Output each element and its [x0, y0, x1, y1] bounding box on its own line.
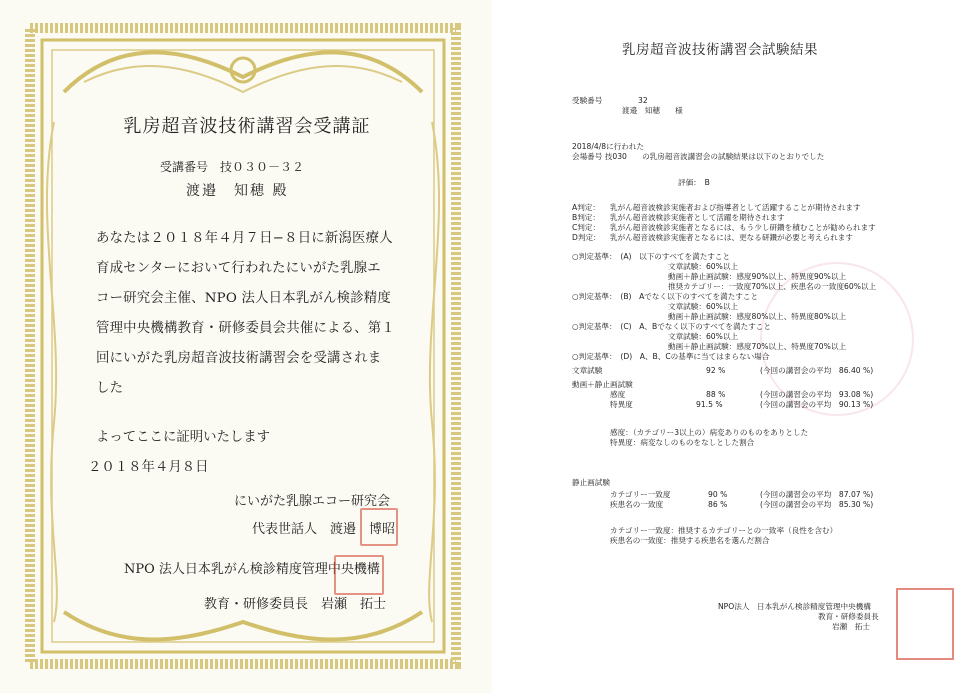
issuer-person: 岩瀬 拓士 [832, 622, 870, 631]
results-title: 乳房超音波技術講習会試験結果 [622, 42, 818, 58]
criteria-line: ○判定基準： (A) 以下のすべてを満たすこと [572, 252, 731, 261]
seal-stamp [360, 508, 398, 546]
specificity-definition: 特異度：病変なしのものをなしとした割合 [610, 438, 755, 447]
body-line: 管理中央機構教育・研修委員会共催による、第１ [96, 321, 395, 336]
sensitivity-label: 感度 [610, 390, 626, 399]
judgment-text: 乳がん超音波検診実施者として活躍を期待されます [610, 213, 785, 222]
organizer-representative: 代表世話人 渡邉 博昭 [252, 522, 396, 537]
written-score: 92 % [706, 366, 726, 375]
organizer-name: にいがた乳腺エコー研究会 [234, 494, 391, 509]
co-organizer-representative: 教育・研修委員長 岩瀬 拓士 [204, 597, 387, 612]
sensitivity-score: 88 % [706, 390, 726, 399]
body-line: 回にいがた乳房超音波技術講習会を受講されま [96, 351, 382, 366]
co-organizer-name: NPO 法人日本乳がん検診精度管理中央機構 [124, 562, 380, 577]
sensitivity-average: (今回の講習会の平均 93.08 %) [760, 390, 874, 399]
body-line: あなたは２０１８年４月７日−８日に新潟医療人 [96, 231, 393, 246]
exam-number-label: 受験番号 [572, 96, 603, 105]
sensitivity-definition: 感度：（カテゴリー3以上の）病変ありのものをありとした [610, 428, 809, 437]
certificate-body [96, 224, 416, 404]
category-score: 90 % [708, 490, 728, 499]
criteria-line: 推奨カテゴリー：一致度70%以上、疾患名の一致度60%以上 [668, 282, 877, 291]
written-average: (今回の講習会の平均 86.40 %) [760, 366, 874, 375]
exam-number: 32 [638, 96, 648, 105]
criteria-line: ○判定基準： (B) Aでなく以下のすべてを満たすこと [572, 292, 759, 301]
intro-line: 会場番号 技030 の乳房超音波講習会の試験結果は以下のとおりでした [572, 152, 825, 161]
criteria-line: ○判定基準： (C) A、Bでなく以下のすべてを満たすこと [572, 322, 771, 331]
judgment-text: 乳がん超音波検診実施者および指導者として活躍することが期待されます [610, 203, 861, 212]
criteria-line: 文章試験：60%以上 [668, 262, 739, 271]
judgment-label: D判定： [572, 233, 601, 242]
criteria-line: 動画＋静止画試験：感度90%以上、特異度90%以上 [668, 272, 847, 281]
grade: 評価： B [678, 178, 710, 187]
body-line: 育成センターにおいて行われたにいがた乳腺エ [96, 261, 381, 276]
still-label: 静止画試験 [572, 478, 610, 487]
closing-text: よってここに証明いたします [96, 430, 271, 445]
judgment-label: A判定： [572, 203, 600, 212]
recipient-name: 渡邉 知穂 殿 [186, 183, 289, 199]
specificity-label: 特異度 [610, 400, 633, 409]
certificate-number: 受講番号 技０３０－３２ [160, 160, 305, 174]
criteria-line: 文章試験：60%以上 [668, 302, 739, 311]
disease-score: 86 % [708, 500, 728, 509]
video-label: 動画＋静止画試験 [572, 380, 633, 389]
specificity-score: 91.5 % [696, 400, 723, 409]
exam-results-sheet [492, 0, 980, 693]
disease-definition: 疾患名の一致度：推奨する疾患名を選んだ割合 [610, 536, 770, 545]
specificity-average: (今回の講習会の平均 90.13 %) [760, 400, 874, 409]
certificate-title: 乳房超音波技術講習会受講証 [123, 116, 371, 137]
judgment-text: 乳がん超音波検診実施者となるには、更なる研鑽が必要と考えられます [610, 233, 853, 242]
category-label: カテゴリー一致度 [610, 490, 671, 499]
criteria-line: 動画＋静止画試験：感度80%以上、特異度80%以上 [668, 312, 847, 321]
category-average: (今回の講習会の平均 87.07 %) [760, 490, 874, 499]
examinee-name: 渡邉 知穂 様 [622, 106, 683, 115]
seal-stamp [896, 588, 954, 660]
body-line: した [96, 381, 124, 396]
criteria-line: 動画＋静止画試験：感度70%以上、特異度70%以上 [668, 342, 847, 351]
seal-stamp [334, 555, 384, 595]
judgment-label: B判定： [572, 213, 600, 222]
criteria-line: 文章試験：60%以上 [668, 332, 739, 341]
disease-average: (今回の講習会の平均 85.30 %) [760, 500, 874, 509]
judgment-label: C判定： [572, 223, 601, 232]
criteria-line: ○判定基準： (D) A、B、Cの基準に当てはまらない場合 [572, 352, 770, 361]
intro-line: 2018/4/8に行われた [572, 142, 645, 151]
issuer-title: 教育・研修委員長 [818, 612, 879, 621]
written-label: 文章試験 [572, 366, 603, 375]
body-line: コー研究会主催、NPO 法人日本乳がん検診精度 [96, 291, 391, 306]
disease-label: 疾患名の一致度 [610, 500, 664, 509]
issuer-name: NPO法人 日本乳がん検診精度管理中央機構 [718, 602, 871, 611]
category-definition: カテゴリー一致度：推奨するカテゴリーとの一致率（良性を含む） [610, 526, 838, 535]
issue-date: ２０１８年４月８日 [88, 460, 209, 475]
judgment-text: 乳がん超音波検診実施者となるには、もう少し研鑽を積むことが勧められます [610, 223, 876, 232]
